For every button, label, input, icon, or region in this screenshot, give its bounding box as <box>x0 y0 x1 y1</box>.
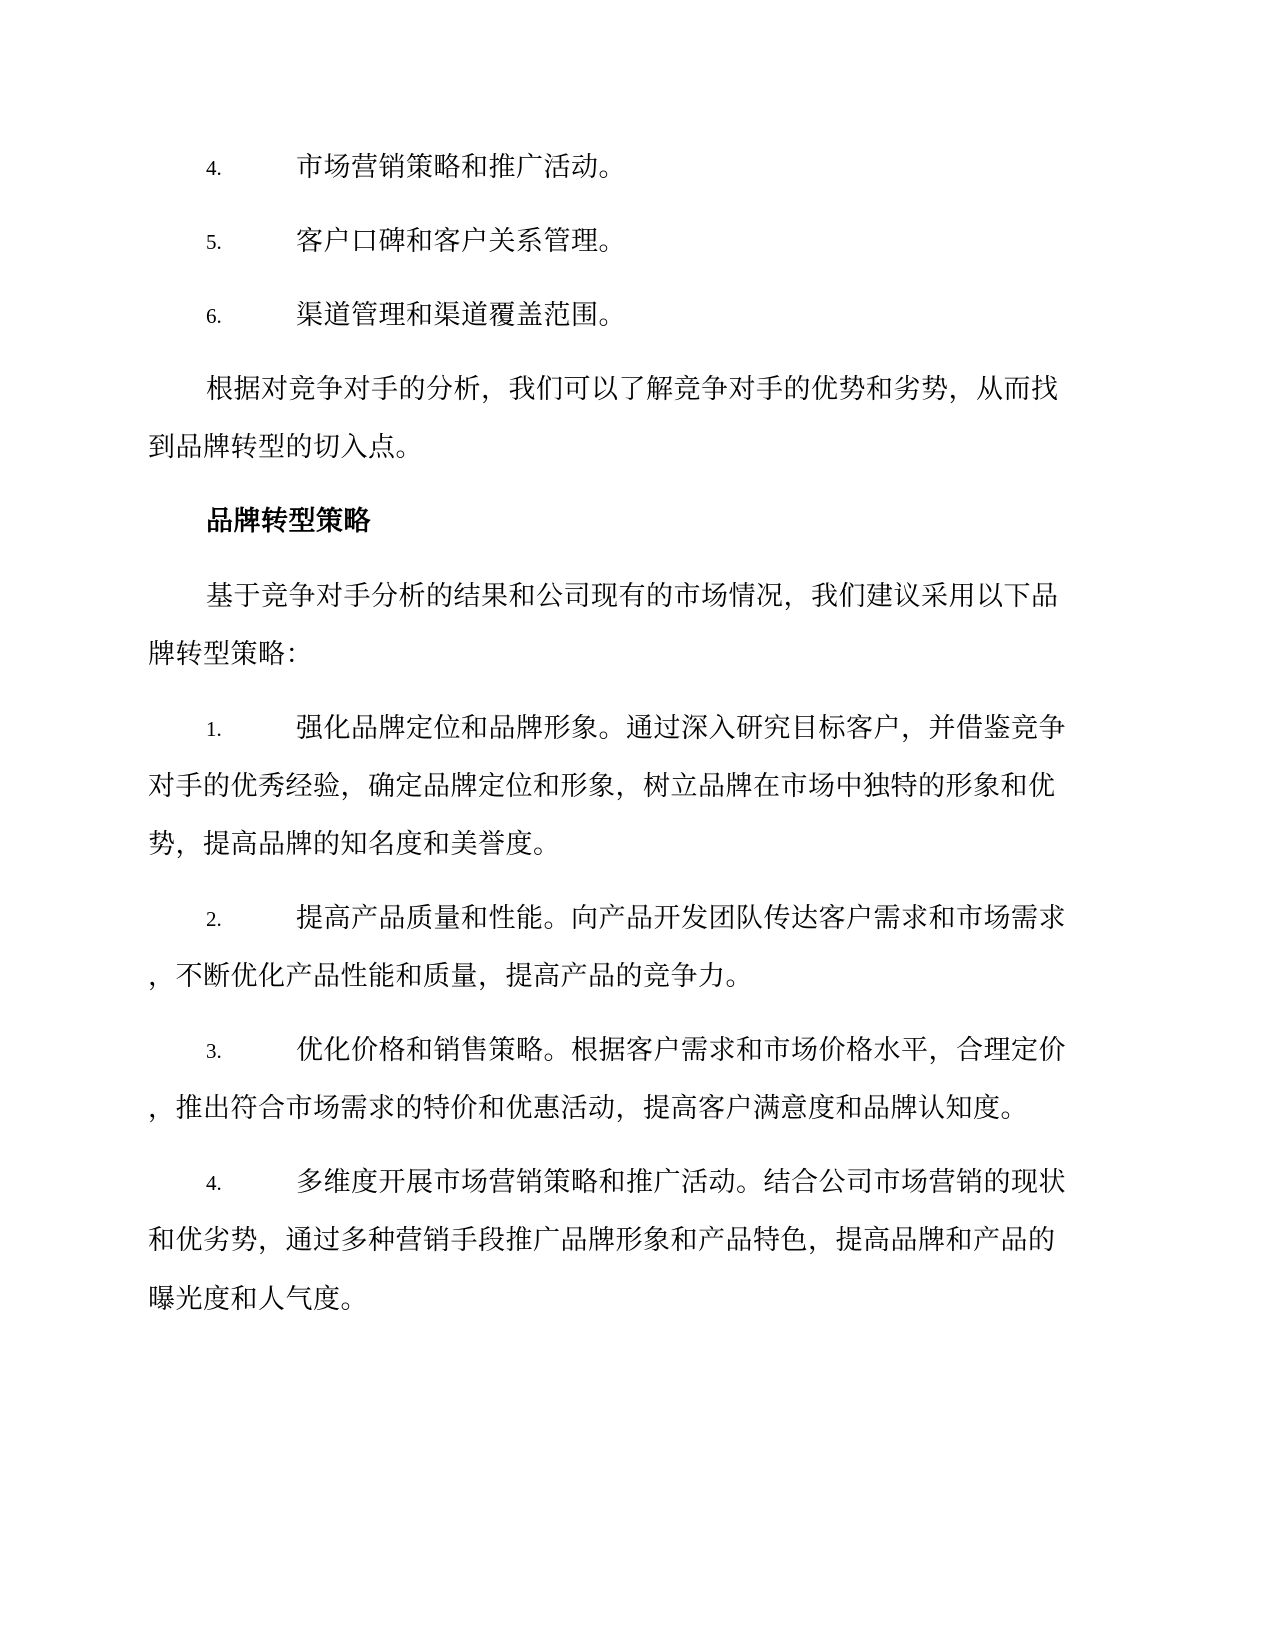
list-item-text: 客户口碑和客户关系管理。 <box>296 226 626 257</box>
list-item-text: 强化品牌定位和品牌形象。通过深入研究目标客户，并借鉴竞争 <box>296 713 1066 744</box>
list-number: 6. <box>206 304 222 328</box>
paragraph-line: 到品牌转型的切入点。 <box>148 432 423 463</box>
list-item-text: 势，提高品牌的知名度和美誉度。 <box>148 829 561 860</box>
paragraph-line: 基于竞争对手分析的结果和公司现有的市场情况，我们建议采用以下品 <box>206 581 1059 612</box>
list-number: 1. <box>206 717 222 741</box>
list-item-text: 市场营销策略和推广活动。 <box>296 152 626 183</box>
list-item-text: 和优劣势，通过多种营销手段推广品牌形象和产品特色，提高品牌和产品的 <box>148 1225 1056 1256</box>
list-item-text: 渠道管理和渠道覆盖范围。 <box>296 300 626 331</box>
list-number: 3. <box>206 1039 222 1063</box>
list-item-text: 优化价格和销售策略。根据客户需求和市场价格水平，合理定价 <box>296 1035 1066 1066</box>
list-number: 4. <box>206 156 222 180</box>
section-heading: 品牌转型策略 <box>206 506 371 537</box>
list-number: 5. <box>206 230 222 254</box>
list-number: 2. <box>206 907 222 931</box>
list-item-text: 曝光度和人气度。 <box>148 1284 368 1315</box>
list-item-text: ，推出符合市场需求的特价和优惠活动，提高客户满意度和品牌认知度。 <box>148 1093 1028 1124</box>
list-item-text: 多维度开展市场营销策略和推广活动。结合公司市场营销的现状 <box>296 1167 1066 1198</box>
list-item-text: 提高产品质量和性能。向产品开发团队传达客户需求和市场需求 <box>296 903 1066 934</box>
paragraph-line: 牌转型策略： <box>148 639 313 670</box>
list-item-text: 对手的优秀经验，确定品牌定位和形象，树立品牌在市场中独特的形象和优 <box>148 771 1056 802</box>
paragraph-line: 根据对竞争对手的分析，我们可以了解竞争对手的优势和劣势，从而找 <box>206 374 1059 405</box>
list-number: 4. <box>206 1171 222 1195</box>
list-item-text: ，不断优化产品性能和质量，提高产品的竞争力。 <box>148 961 753 992</box>
